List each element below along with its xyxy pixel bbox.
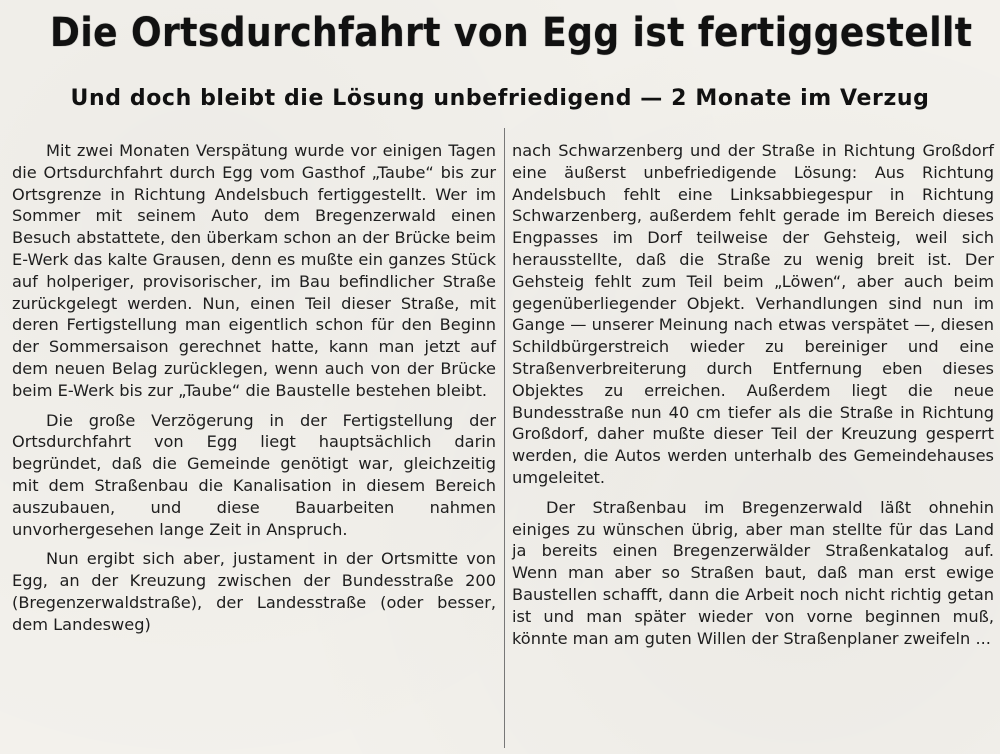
headline: Die Ortsdurchfahrt von Egg ist fertiggestellt	[50, 10, 973, 56]
left-paragraph-3: Nun ergibt sich aber, justament in der Ortsmitte von Egg, an der Kreuzung zwischen der Bundesstraße 200 (Bregenzerwaldstraße), der Landesstraße (oder besser, dem Landesweg)	[12, 549, 496, 634]
right-paragraph-2: Der Straßenbau im Bregenzerwald läßt ohnehin einiges zu wünschen übrig, aber man stellte für das Land ja bereits einen Bregenzerwälder Straßenkatalog auf. Wenn man aber so Straßen baut, daß man erst ewige Baustellen schafft, dann die Arbeit noch nicht richtig getan ist und man später wieder von vorne beginnen muß, könnte man am guten Willen der Straßenplaner zweifeln ...	[512, 497, 994, 648]
left-paragraph-2: Die große Verzögerung in der Fertigstellung der Ortsdurchfahrt von Egg liegt hauptsächlich darin begründet, daß die Gemeinde genötigt war, gleichzeitig mit dem Straßenbau die Kanalisation in diesem Bereich auszubauen, und diese Bauarbeiten nahmen unvorhergesehen lange Zeit in Anspruch.	[12, 410, 496, 539]
subheadline: Und doch bleibt die Lösung unbefriedigend — 2 Monate im Verzug	[70, 86, 930, 111]
right-column	[512, 140, 994, 649]
left-paragraph-1: Mit zwei Monaten Verspätung wurde vor einigen Tagen die Ortsdurchfahrt durch Egg vom Gasthof „Taube“ bis zur Ortsgrenze in Richtung Andelsbuch fertiggestellt. Wer im Sommer mit seinem Auto dem Bregenzerwald einen Besuch abstattete, den überkam schon an der Brücke beim E-Werk das kalte Grausen, denn es mußte ein ganzes Stück auf holperiger, provisorischer, im Bau befindlicher Straße zurückgelegt werden. Nun, einen Teil dieser Straße, mit deren Fertigstellung man eigentlich schon für den Beginn der Sommersaison gerechnet hatte, kann man jetzt auf dem neuen Belag zurücklegen, wenn auch von der Brücke beim E-Werk bis zur „Taube“ die Baustelle bestehen bleibt.	[12, 141, 496, 400]
right-paragraph-1: nach Schwarzenberg und der Straße in Richtung Großdorf eine äußerst unbefriedigende Lösung: Aus Richtung Andelsbuch fehlt eine Linksabbiegespur in Richtung Schwarzenberg, außerdem fehlt gerade im Bereich dieses Engpasses im Dorf teilweise der Gehsteig, weil sich herausstellte, daß die Straße zu wenig breit ist. Der Gehsteig fehlt zum Teil beim „Löwen“, aber auch beim gegenüberliegender Objekt. Verhandlungen sind nun im Gange — unserer Meinung nach etwas verspätet —, diesen Schildbürgerstreich wieder zu bereiniger und eine Straßenverbreiterung durch Entfernung eben dieses Objektes zu erreichen. Außerdem liegt die neue Bundesstraße nun 40 cm tiefer als die Straße in Richtung Großdorf, daher mußte dieser Teil der Kreuzung gesperrt werden, die Autos werden unterhalb des Gemeindehauses umgeleitet.	[512, 141, 994, 487]
left-column	[12, 140, 496, 636]
column-divider	[504, 128, 505, 748]
